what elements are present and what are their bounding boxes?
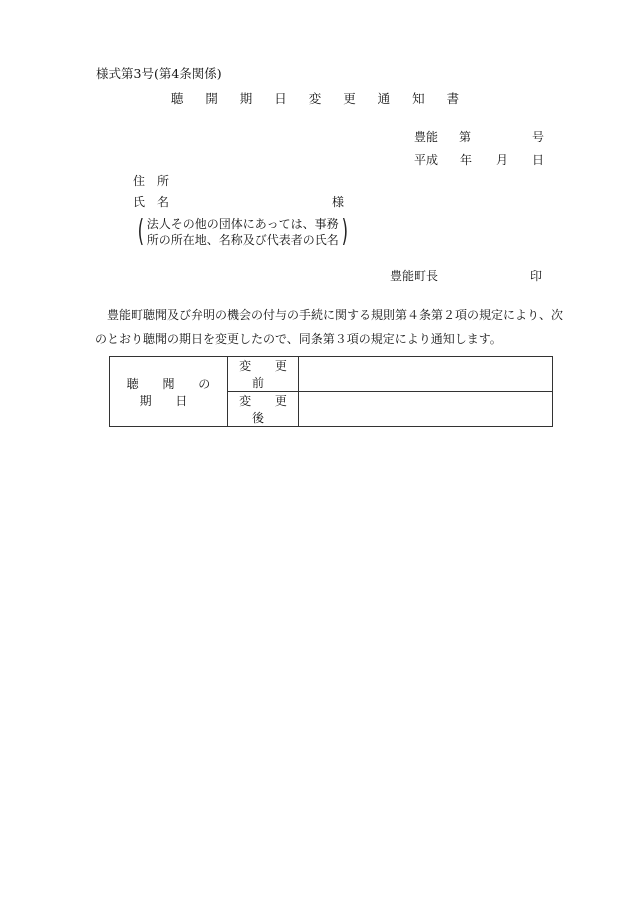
hearing-date-header: 聴 聞 の 期 日 (110, 357, 228, 427)
date-month: 月 (496, 153, 509, 167)
recipient-note-text (147, 216, 339, 248)
notice-body (95, 303, 569, 351)
honorific-sama: 様 (332, 195, 345, 209)
right-paren-icon: ) (341, 214, 348, 249)
date-year: 年 (460, 153, 473, 167)
recipient-note-line1: 法人その他の団体にあっては、事務 (146, 217, 339, 231)
reference-dai: 第 (459, 130, 472, 144)
table-row-before (110, 357, 553, 392)
notice-body-line2: のとおり聴聞の期日を変更したので、同条第３項の規定により通知します。 (95, 332, 502, 346)
name-label: 氏 名 (133, 195, 170, 209)
seal-mark: 印 (530, 269, 543, 283)
before-change-value[interactable] (299, 357, 553, 392)
after-change-value[interactable] (299, 392, 553, 427)
form-number-label: 様式第3号(第4条関係) (96, 66, 222, 81)
reference-prefix: 豊能 (414, 130, 439, 144)
document-title: 聴 開 期 日 変 更 通 知 書 (170, 91, 469, 106)
date-era: 平成 (414, 153, 439, 167)
recipient-note-line2: 所の所在地、名称及び代表者の氏名 (146, 233, 339, 247)
date-day: 日 (532, 153, 545, 167)
before-change-label: 変 更 前 (228, 357, 299, 392)
recipient-note (135, 216, 350, 248)
address-label: 住 所 (133, 174, 170, 188)
sender-title: 豊能町長 (390, 269, 439, 283)
hearing-date-table (109, 356, 553, 427)
after-change-label: 変 更 後 (228, 392, 299, 427)
reference-go: 号 (532, 130, 545, 144)
left-paren-icon: ( (137, 214, 145, 249)
notice-body-line1: 豊能町聴聞及び弁明の機会の付与の手続に関する規則第４条第２項の規定により、次 (107, 308, 564, 322)
